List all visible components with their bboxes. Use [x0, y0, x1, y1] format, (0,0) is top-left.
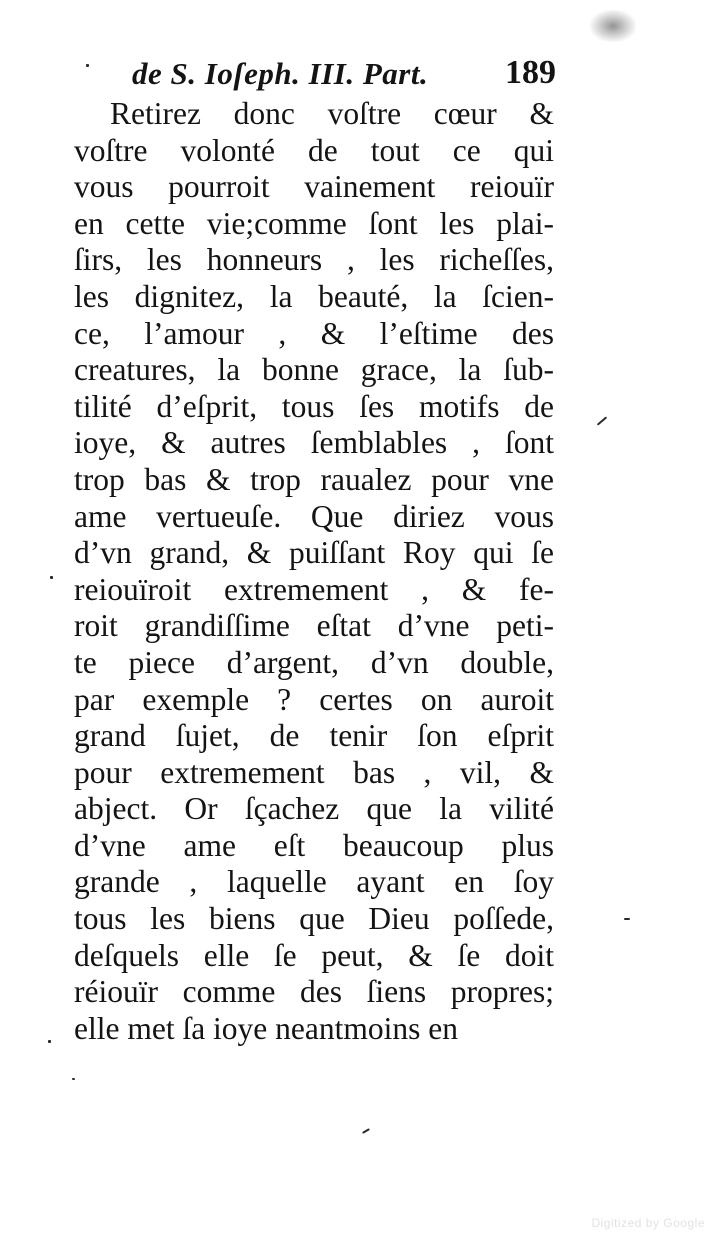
text-line: d’vne ame eſt beaucoup plus	[74, 827, 554, 863]
text-line: tilité d’eſprit, tous ſes motifs de	[74, 388, 554, 424]
ink-speck	[624, 918, 630, 920]
ink-speck	[50, 576, 53, 579]
ink-speck	[597, 416, 607, 425]
running-head	[132, 56, 562, 100]
page-number: 189	[505, 54, 556, 91]
text-line: deſquels elle ſe peut, & ſe doit	[74, 937, 554, 973]
text-line: ſirs, les honneurs , les richeſſes,	[74, 242, 554, 278]
text-line: roit grandiſſime eſtat d’vne peti-	[74, 608, 554, 644]
running-title: de S. Ioſeph. III. Part.	[132, 56, 429, 91]
text-line: grande , laquelle ayant en ſoy	[74, 864, 554, 900]
text-line: creatures, la bonne grace, la ſub-	[74, 352, 554, 388]
text-line: vous pourroit vainement reiouïr	[74, 169, 554, 205]
text-line: en cette vie;comme ſont les plai-	[74, 205, 554, 241]
text-line: grand ſujet, de tenir ſon eſprit	[74, 718, 554, 754]
ink-speck	[362, 1128, 370, 1134]
text-line: abject. Or ſçachez que la vilité	[74, 791, 554, 827]
text-line: réiouïr comme des ſiens propres;	[74, 974, 554, 1010]
ink-speck	[86, 64, 89, 67]
watermark: Digitized by Google	[591, 1216, 705, 1230]
text-line: voſtre volonté de tout ce qui	[74, 132, 554, 168]
body-text	[74, 96, 554, 1047]
ink-speck	[72, 1078, 75, 1080]
text-line: ioye, & autres ſemblables , ſont	[74, 425, 554, 461]
text-line: d’vn grand, & puiſſant Roy qui ſe	[74, 535, 554, 571]
text-line: Retirez donc voſtre cœur &	[110, 96, 554, 131]
text-line: te piece d’argent, d’vn double,	[74, 644, 554, 680]
text-line: pour extremement bas , vil, &	[74, 754, 554, 790]
text-line: reiouïroit extremement , & fe-	[74, 571, 554, 607]
text-line: ce, l’amour , & l’eſtime des	[74, 315, 554, 351]
ink-smudge	[590, 10, 636, 42]
ink-speck	[48, 1040, 51, 1043]
text-line: trop bas & trop raualez pour vne	[74, 461, 554, 497]
text-line: les dignitez, la beauté, la ſcien-	[74, 278, 554, 314]
text-line: ame vertueuſe. Que diriez vous	[74, 498, 554, 534]
text-line: par exemple ? certes on auroit	[74, 681, 554, 717]
text-line: tous les biens que Dieu poſſede,	[74, 901, 554, 937]
text-line: elle met ſa ioye neantmoins en	[74, 1010, 458, 1046]
